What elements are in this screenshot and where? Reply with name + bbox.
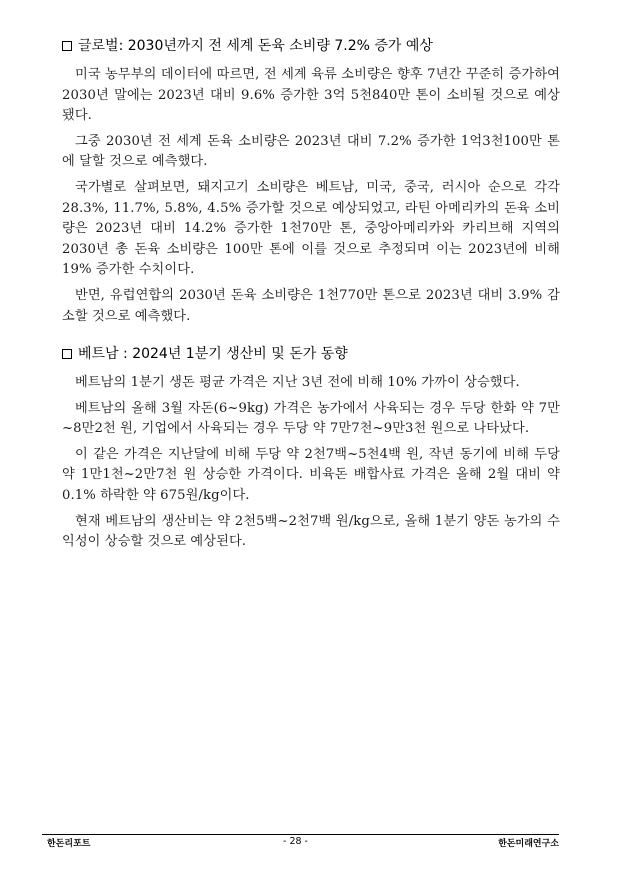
paragraph: 현재 베트남의 생산비는 약 2천5백~2천7백 원/kg으로, 올해 1분기 양돈 농가의 수익성이 상승할 것으로 예상된다. — [62, 513, 560, 550]
paragraph: 미국 농무부의 데이터에 따르면, 전 세계 육류 소비량은 향후 7년간 꾸준히 증가하여 2030년 말에는 2023년 대비 9.6% 증가한 3억 5천840만 톤이 소비될 것으로 예상됐다. — [62, 67, 560, 124]
section-vietnam — [62, 345, 560, 553]
footer-divider — [42, 834, 559, 835]
paragraph: 그중 2030년 전 세계 돈육 소비량은 2023년 대비 7.2% 증가한 1억3천100만 톤에 달할 것으로 예측했다. — [62, 133, 560, 170]
section-body — [62, 373, 560, 553]
section-heading — [62, 37, 560, 55]
footer-right-label: 한돈미래연구소 — [498, 839, 559, 849]
paragraph: 반면, 유럽연합의 2030년 돈육 소비량은 1천770만 톤으로 2023년 대비 3.9% 감소할 것으로 예측했다. — [62, 287, 560, 324]
section-heading — [62, 345, 560, 363]
paragraph: 국가별로 살펴보면, 돼지고기 소비량은 베트남, 미국, 중국, 러시아 순으로 각각 28.3%, 11.7%, 5.8%, 4.5% 증가할 것으로 예상되었고, 라틴 아메리카의 돈육 소비량은 2023년 대비 14.2% 증가한 1천70만 톤, 중앙아메리카와 카리브해 지역의 2030년 총 돈육 소비량은 100만 톤에 이를 것으로 추정되며 이는 2023년에 비해 19% 증가한 수치이다. — [62, 179, 560, 278]
page-number: - 28 - — [283, 836, 308, 847]
heading-text: 베트남 : 2024년 1분기 생산비 및 돈가 동향 — [78, 346, 348, 362]
paragraph: 베트남의 1분기 생돈 평균 가격은 지난 3년 전에 비해 10% 가까이 상승했다. — [75, 375, 520, 390]
paragraph: 이 같은 가격은 지난달에 비해 두당 약 2천7백~5천4백 원, 작년 동기에 비해 두당 약 1만1천~2만7천 원 상승한 가격이다. 비육돈 배합사료 가격은 올해 2월 대비 약 0.1% 하락한 약 675원/kg이다. — [62, 446, 560, 503]
checkbox-square-icon — [62, 41, 72, 51]
paragraph: 베트남의 올해 3월 자돈(6~9kg) 가격은 농가에서 사육되는 경우 두당 한화 약 7만~8만2천 원, 기업에서 사육되는 경우 두당 약 7만7천~9만3천 원으로 나타났다. — [62, 400, 561, 437]
heading-text: 글로벌: 2030년까지 전 세계 돈육 소비량 7.2% 증가 예상 — [78, 38, 433, 54]
section-global — [62, 37, 560, 327]
checkbox-square-icon — [62, 349, 72, 359]
footer-left-label: 한돈리포트 — [47, 839, 91, 849]
section-body — [62, 65, 560, 327]
